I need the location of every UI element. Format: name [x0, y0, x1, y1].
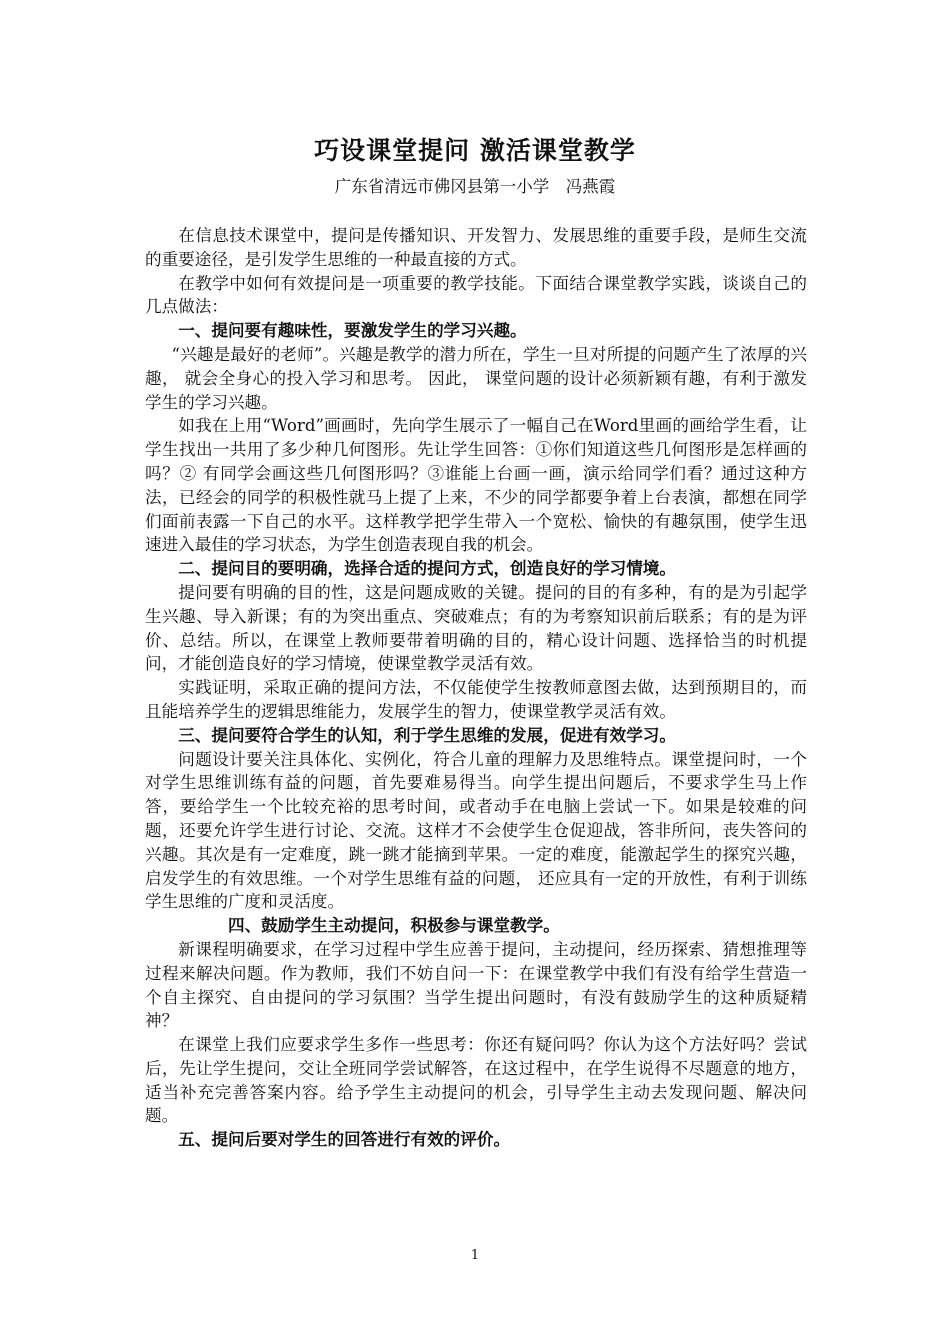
paragraph: 新课程明确要求，在学习过程中学生应善于提问，主动提问，经历探索、猜想推理等过程来解决问题。作为教师，我们不妨自问一下：在课堂教学中我们有没有给学生营造一个自主探究、自由提问的学习氛围？当学生提出问题时，有没有鼓励学生的这种质疑精神？ — [145, 939, 807, 1031]
paragraph: 实践证明，采取正确的提问方法，不仅能使学生按教师意图去做，达到预期目的，而且能培养学生的逻辑思维能力，发展学生的智力，使课堂教学灵活有效。 — [145, 678, 807, 721]
author-line: 广东省清远市佛冈县第一小学 冯燕霞 — [334, 177, 616, 196]
paragraph: 问题设计要关注具体化、实例化，符合儿童的理解力及思维特点。课堂提问时，一个对学生思维训练有益的问题，首先要难易得当。向学生提出问题后，不要求学生马上作答，要给学生一个比较充裕的思考时间，或者动手在电脑上尝试一下。如果是较难的问题，还要允许学生进行讨论、交流。这样才不会使学生仓促迎战，答非所问，丧失答问的兴趣。其次是有一定难度，跳一跳才能摘到苹果。一定的难度，能激起学生的探究兴趣，启发学生的有效思维。一个对学生思维有益的问题， 还应具有一定的开放性，有利于训练学生思维的广度和灵活度。 — [145, 749, 807, 912]
paragraph: 如我在上用“Word”画画时，先向学生展示了一幅自己在Word里画的画给学生看，让学生找出一共用了多少种几何图形。先让学生回答：①你们知道这些几何图形是怎样画的吗？② 有同学会画这些几何图形吗？③谁能上台画一画，演示给同学们看？通过这种方法，已经会的同学的积极性就马上提了上来，不少的同学都要争着上台表演，都想在同学们面前表露一下自己的水平。这样教学把学生带入一个宽松、愉快的有趣氛围，使学生迅速进入最佳的学习状态，为学生创造表现自我的机会。 — [145, 416, 807, 555]
section-heading: 三、提问要符合学生的认知，利于学生思维的发展，促进有效学习。 — [178, 725, 676, 745]
document-body — [145, 224, 807, 1152]
section-heading: 四、鼓励学生主动提问，积极参与课堂教学。 — [228, 916, 560, 936]
page-number: 1 — [470, 1248, 480, 1263]
paragraph: 在信息技术课堂中，提问是传播知识、开发智力、发展思维的重要手段，是师生交流的重要途径，是引发学生思维的一种最直接的方式。 — [145, 226, 807, 269]
paragraph: 在课堂上我们应要求学生多作一些思考：你还有疑问吗？你认为这个方法好吗？尝试后，先让学生提问，交让全班同学尝试解答，在这过程中，在学生说得不尽题意的地方，适当补充完善答案内容。给予学生主动提问的机会，引导学生主动去发现问题、解决问题。 — [145, 1035, 807, 1126]
paragraph: “兴趣是最好的老师”。兴趣是教学的潜力所在，学生一旦对所提的问题产生了浓厚的兴趣， 就会全身心的投入学习和思考。 因此， 课堂问题的设计必须新颖有趣，有利于激发学生的学习兴趣。 — [145, 344, 807, 412]
document-title: 巧设课堂提问 激活课堂教学 — [314, 136, 636, 165]
section-heading: 一、提问要有趣味性，要激发学生的学习兴趣。 — [178, 321, 527, 341]
section-heading: 五、提问后要对学生的回答进行有效的评价。 — [178, 1130, 511, 1150]
section-heading: 二、提问目的要明确，选择合适的提问方式，创造良好的学习情境。 — [178, 559, 676, 579]
paragraph: 在教学中如何有效提问是一项重要的教学技能。下面结合课堂教学实践，谈谈自己的几点做法： — [145, 273, 807, 317]
paragraph: 提问要有明确的目的性，这是问题成败的关键。提问的目的有多种，有的是为引起学生兴趣、导入新课；有的为突出重点、突破难点；有的为考察知识前后联系；有的是为评价、总结。所以，在课堂上教师要带着明确的目的，精心设计问题、选择恰当的时机提问，才能创造良好的学习情境，使课堂教学灵活有效。 — [145, 582, 807, 674]
